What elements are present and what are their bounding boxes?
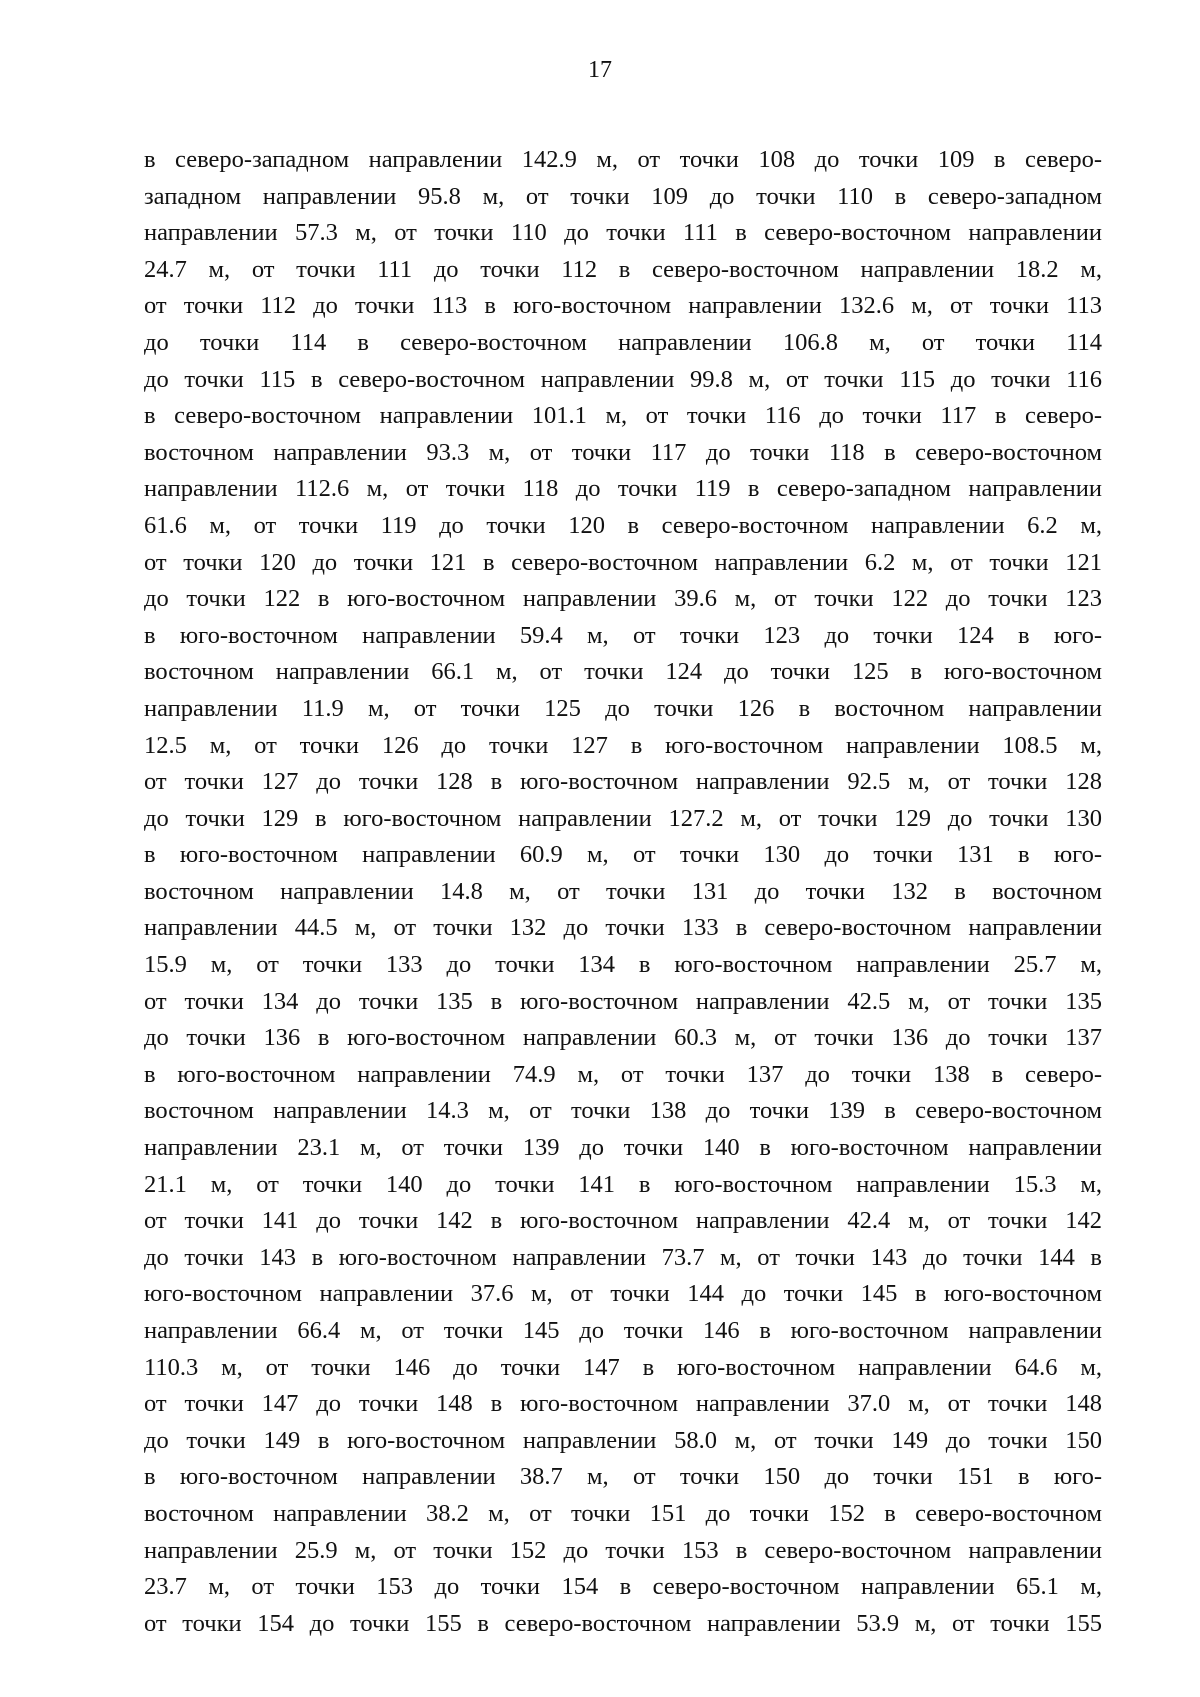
text-line: восточном направлении 66.1 м, от точки 124 до точки 125 в юго-восточном bbox=[144, 658, 1102, 686]
text-line: в северо-восточном направлении 101.1 м, от точки 116 до точки 117 в северо- bbox=[144, 402, 1102, 430]
text-line: в юго-восточном направлении 74.9 м, от точки 137 до точки 138 в северо- bbox=[144, 1060, 1102, 1088]
text-line: до точки 143 в юго-восточном направлении 73.7 м, от точки 143 до точки 144 в bbox=[144, 1243, 1102, 1271]
text-line: направлении 11.9 м, от точки 125 до точки 126 в восточном направлении bbox=[144, 694, 1102, 722]
text-line: от точки 141 до точки 142 в юго-восточном направлении 42.4 м, от точки 142 bbox=[144, 1207, 1102, 1235]
text-line: 21.1 м, от точки 140 до точки 141 в юго-восточном направлении 15.3 м, bbox=[144, 1170, 1102, 1198]
text-line: направлении 112.6 м, от точки 118 до точки 119 в северо-западном направлении bbox=[144, 475, 1102, 503]
text-line: в юго-восточном направлении 60.9 м, от точки 130 до точки 131 в юго- bbox=[144, 841, 1102, 869]
text-line: направлении 57.3 м, от точки 110 до точки 111 в северо-восточном направлении bbox=[144, 219, 1102, 247]
text-line: в юго-восточном направлении 59.4 м, от точки 123 до точки 124 в юго- bbox=[144, 621, 1102, 649]
text-line: до точки 129 в юго-восточном направлении 127.2 м, от точки 129 до точки 130 bbox=[144, 804, 1102, 832]
text-line: восточном направлении 38.2 м, от точки 151 до точки 152 в северо-восточном bbox=[144, 1499, 1102, 1527]
body-text bbox=[144, 142, 1102, 1642]
text-line: от точки 147 до точки 148 в юго-восточном направлении 37.0 м, от точки 148 bbox=[144, 1390, 1102, 1418]
text-line: направлении 44.5 м, от точки 132 до точки 133 в северо-восточном направлении bbox=[144, 914, 1102, 942]
text-line: от точки 120 до точки 121 в северо-восточном направлении 6.2 м, от точки 121 bbox=[144, 548, 1102, 576]
text-line: 23.7 м, от точки 153 до точки 154 в северо-восточном направлении 65.1 м, bbox=[144, 1573, 1102, 1601]
text-line: от точки 127 до точки 128 в юго-восточном направлении 92.5 м, от точки 128 bbox=[144, 768, 1102, 796]
text-line: 24.7 м, от точки 111 до точки 112 в северо-восточном направлении 18.2 м, bbox=[144, 255, 1102, 283]
text-line: восточном направлении 14.3 м, от точки 138 до точки 139 в северо-восточном bbox=[144, 1097, 1102, 1125]
text-line: восточном направлении 14.8 м, от точки 131 до точки 132 в восточном bbox=[144, 877, 1102, 905]
text-line: до точки 115 в северо-восточном направлении 99.8 м, от точки 115 до точки 116 bbox=[144, 365, 1102, 393]
text-line: до точки 122 в юго-восточном направлении 39.6 м, от точки 122 до точки 123 bbox=[144, 585, 1102, 613]
text-line: от точки 112 до точки 113 в юго-восточном направлении 132.6 м, от точки 113 bbox=[144, 292, 1102, 320]
text-line: направлении 23.1 м, от точки 139 до точки 140 в юго-восточном направлении bbox=[144, 1134, 1102, 1162]
text-line: в северо-западном направлении 142.9 м, от точки 108 до точки 109 в северо- bbox=[144, 146, 1102, 173]
text-line: в юго-восточном направлении 38.7 м, от точки 150 до точки 151 в юго- bbox=[144, 1463, 1102, 1491]
text-line: восточном направлении 93.3 м, от точки 117 до точки 118 в северо-восточном bbox=[144, 438, 1102, 466]
text-line: юго-восточном направлении 37.6 м, от точки 144 до точки 145 в юго-восточном bbox=[144, 1280, 1102, 1308]
text-line: от точки 134 до точки 135 в юго-восточном направлении 42.5 м, от точки 135 bbox=[144, 987, 1102, 1015]
text-line: 12.5 м, от точки 126 до точки 127 в юго-восточном направлении 108.5 м, bbox=[144, 731, 1102, 759]
text-line: 15.9 м, от точки 133 до точки 134 в юго-восточном направлении 25.7 м, bbox=[144, 951, 1102, 979]
text-line: направлении 66.4 м, от точки 145 до точки 146 в юго-восточном направлении bbox=[144, 1317, 1102, 1344]
text-line: 110.3 м, от точки 146 до точки 147 в юго-восточном направлении 64.6 м, bbox=[144, 1353, 1102, 1381]
text-line: от точки 154 до точки 155 в северо-восточном направлении 53.9 м, от точки 155 bbox=[144, 1609, 1102, 1637]
text-line: 61.6 м, от точки 119 до точки 120 в северо-восточном направлении 6.2 м, bbox=[144, 511, 1102, 539]
text-line: до точки 114 в северо-восточном направлении 106.8 м, от точки 114 bbox=[144, 328, 1102, 356]
page-number: 17 bbox=[588, 57, 612, 83]
text-line: до точки 149 в юго-восточном направлении 58.0 м, от точки 149 до точки 150 bbox=[144, 1426, 1102, 1454]
text-line: западном направлении 95.8 м, от точки 109 до точки 110 в северо-западном bbox=[144, 182, 1102, 210]
text-line: до точки 136 в юго-восточном направлении 60.3 м, от точки 136 до точки 137 bbox=[144, 1024, 1102, 1052]
text-line: направлении 25.9 м, от точки 152 до точки 153 в северо-восточном направлении bbox=[144, 1536, 1102, 1564]
